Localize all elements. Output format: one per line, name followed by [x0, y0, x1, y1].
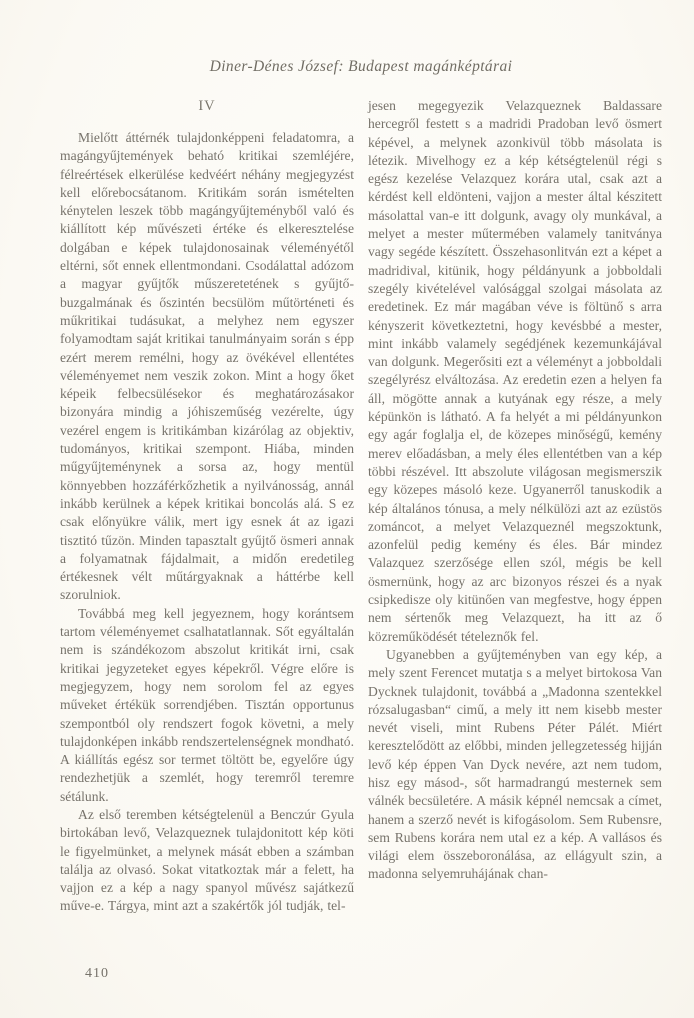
- page-number: 410: [85, 966, 109, 981]
- running-header: Diner-Dénes József: Budapest magánképtárai: [209, 58, 513, 75]
- text-columns: [60, 96, 662, 916]
- right-column: [368, 96, 662, 916]
- section-heading: IV: [198, 98, 216, 114]
- left-column: [60, 96, 354, 916]
- paragraph: jesen megegyezik Velazqueznek Baldassare hercegről festett s a madridi Pradoban levő ösmert képével, a melynek azonkivül több másolata is létezik. Mivelhogy ez a kép kétségtelenül régi s egész kezelése Velazquez korára utal, csak azt a kérdést kell eldönteni, vajjon a mester által készitett másolattal van-e itt dolgunk, avagy oly munkával, a melyet a mester műtermében valamely tanitványa vagy segéde készített. Összehasonlitván ezt a képet a madridival, kitünik, hogy példányunk a jobboldali szegély kivételével valósággal szolgai másolata az eredetinek. Ez már magában véve is föltünő s arra kényszerit következtetni, hogy kevésbbé a mester, mint inkább valamely segédjének kezemunkájával van dolgunk. Megerősiti ezt a véleményt a jobboldali szegélyrész elváltozása. Az eredetin ezen a helyen fa áll, mögötte annak a kutyának egy része, a mely képünkön is látható. A fa helyét a mi példányunkon egy agár foglalja el, de közepes minőségű, kemény merev előadásban, a mely éles ellentétben van a kép többi részével. Itt abszolute világosan megismerszik egy közepes másoló keze. Ugyanerről tanuskodik a kép általános tónusa, a mely nélkülözi azt az ezüstös zománcot, a melyet Velazqueznél megszoktunk, azonfelül pedig kemény és éles. Bár mindez Valazquez szerzősége ellen szól, mégis be kell ösmernünk, hogy az arc bizonyos részei és a nyak csipkedisze oly kitünően van megfestve, hogy éppen nem sértenők meg Velazquezt, ha itt az ő közreműködését tételeznők fel.: [368, 98, 662, 644]
- paragraph: Ugyanebben a gyűjteményben van egy kép, a mely szent Ferencet mutatja s a melyet birtokosa Van Dycknek tulajdonit, továbbá a „Madonna szentekkel rózsalugasban“ cimű, a mely itt nem kisebb mester nevét viseli, mint Rubens Péter Pálét. Miért keresztelődött az előbbi, minden jellegzetesség hijján levő kép éppen Van Dyck nevére, azt nem tudom, hisz egy másod-, sőt harmadrangú mesternek sem válnék becsületére. A másik képnél nemcsak a címet, hanem a szerző nevét is kifogásolom. Sem Rubensre, sem Rubens korára nem utal ez a kép. A vallásos és világi elem összeboronálása, az ellágyult szin, a madonna selyemruhájának chan-: [368, 646, 662, 882]
- paragraph: Továbbá meg kell jegyeznem, hogy korántsem tartom véleményemet csalhatatlannak. Sőt egyáltalán nem is szándékozom abszolut kritikát irni, csak kritikai jegyzeteket egyes képekről. Végre előre is megjegyzem, hogy nem sorolom fel az egyes műveket értékük sorrendjében. Tisztán opportunus szempontból oly rendszert fogok követni, a mely tulajdonképen inkább rendszertelenségnek mondható. A kiállítás egész sor termet töltött be, egyelőre úgy rendezhetjük a szemlét, hogy teremről teremre sétálunk.: [60, 605, 354, 804]
- paragraph: Mielőtt áttérnék tulajdonképpeni feladatomra, a magángyűjtemények beható kritikai szemléjére, félreértések elkerülése kedvéért néhány megjegyzést kell előrebocsátanom. Kritikám során ismételten kénytelen leszek több magángyűjteményből való és kiállított kép művészeti értéke és elkeresztelése dolgában e képek tulajdonosainak véleményétől eltérni, sőt ennek ellentmondani. Csodálattal adózom a magyar gyűjtők műszeretetének s gyűjtő-buzgalmának és őszintén becsülöm műtörténeti és műkritikai tudásukat, a melyhez nem egyszer folyamodtam saját kritikai tanulmányaim során s épp ezért merem remélni, hogy az övékével ellentétes véleményemet nem veszik zokon. Mint a hogy őket képeik felbecsülésekor és meghatározásakor bizonyára mindig a jóhiszeműség vezérelte, úgy vezérel engem is kritikámban kizárólag az objektiv, tudományos, kritikai szempont. Hiába, minden műgyűjteménynek a sorsa az, hogy mentül könnyebben hozzáférkőzhetik a nyilvánosság, annál inkább kerülnek a képek kritikai boncolás alá. S ez csak előnyükre válik, mert igy esnek át az igazi tisztitó tűzön. Minden tapasztalt gyűjtő ösmeri annak a folyamatnak fájdalmait, a midőn eredetileg értékesnek vélt műtárgyaknak a háttérbe kell szorulniok.: [60, 130, 354, 603]
- paragraph: Az első teremben kétségtelenül a Benczúr Gyula birtokában levő, Velazqueznek tulajdonitott kép köti le figyelmünket, a melynek mását ebben a számban találja az olvasó. Sokat vitatkoztak már a felett, ha vajjon ez a kép a nagy spanyol művész sajátkezű műve-e. Tárgya, mint azt a szakértők jól tudják, tel-: [60, 806, 354, 914]
